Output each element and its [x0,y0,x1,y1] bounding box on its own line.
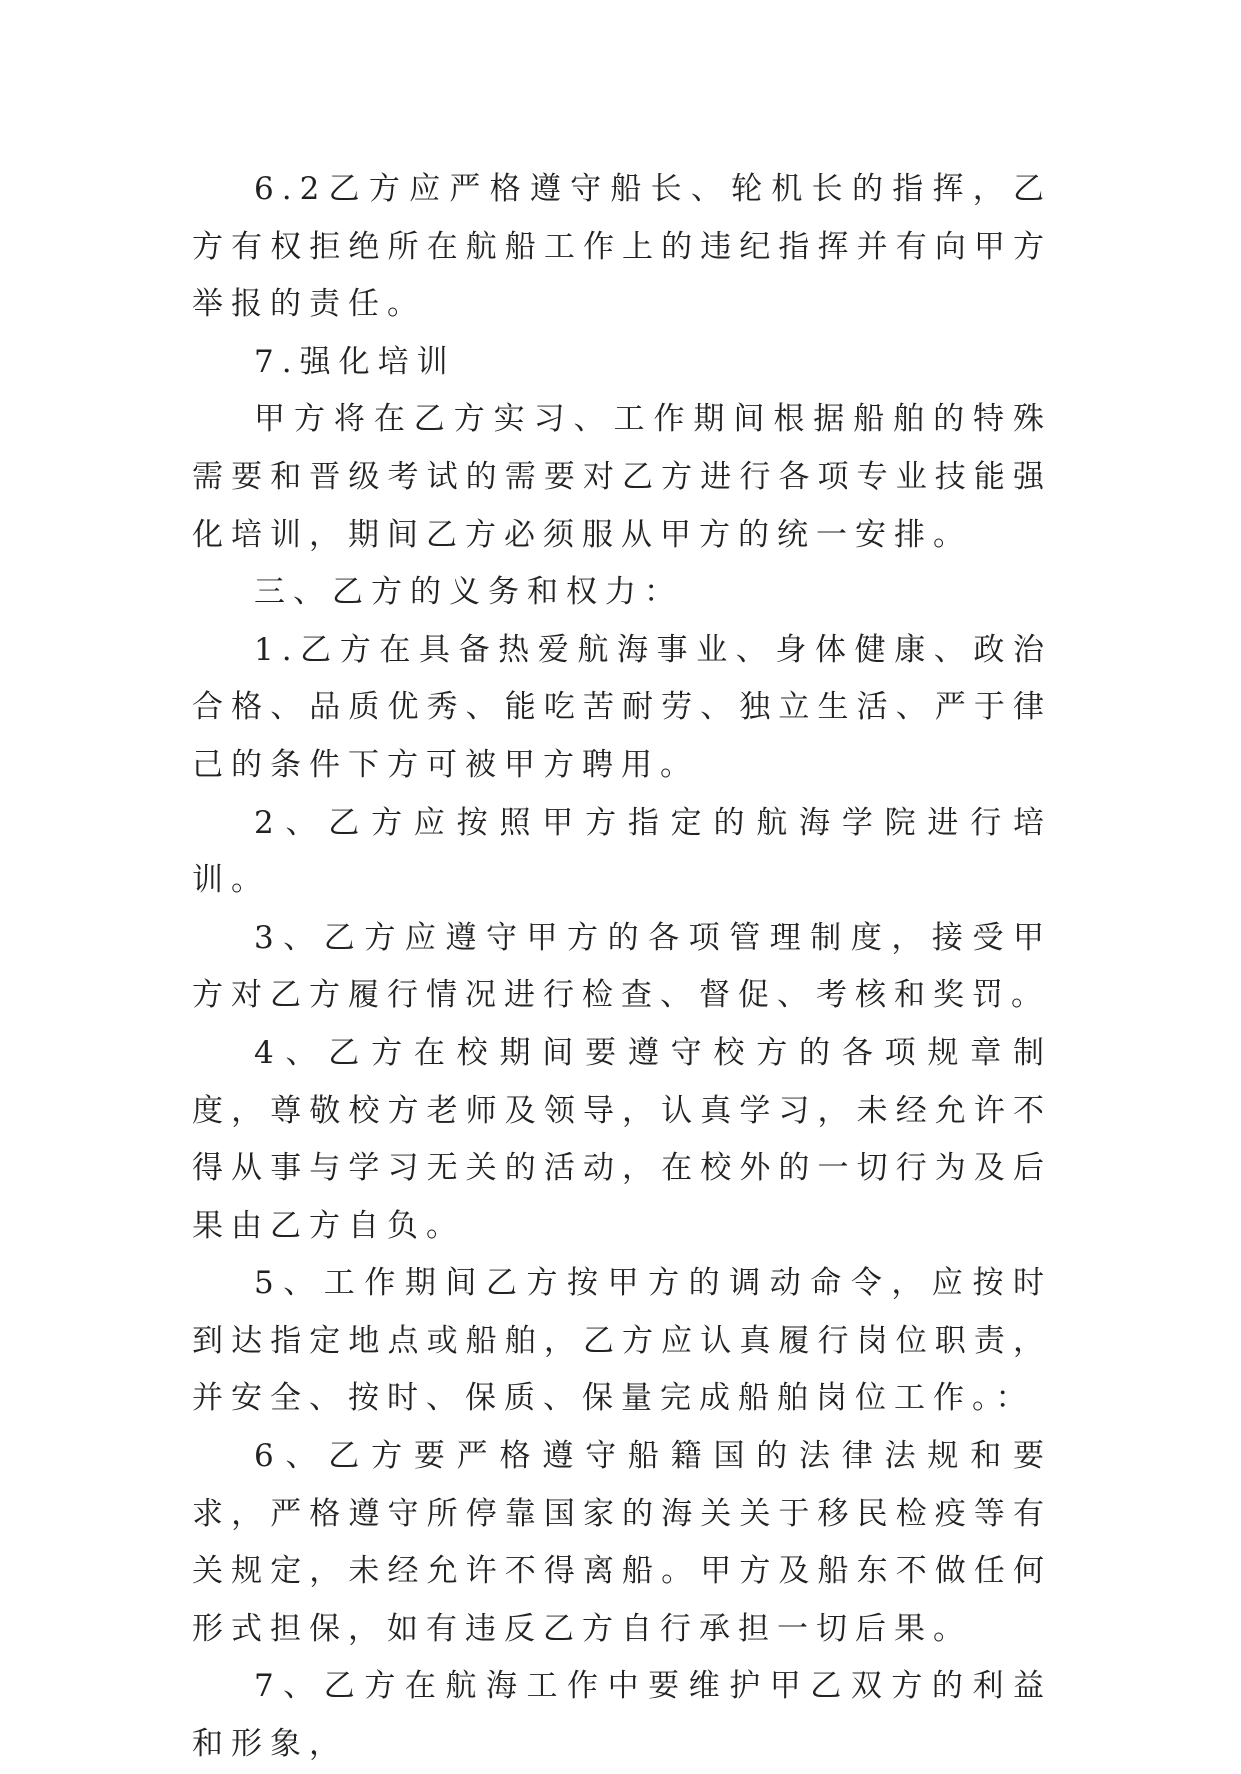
paragraph-6-2: 6.2乙方应严格遵守船长、轮机长的指挥，乙方有权拒绝所在航船工作上的违纪指挥并有向甲方举报的责任。 [192,171,1052,323]
paragraph-item-5: 5、工作期间乙方按甲方的调动命令，应按时到达指定地点或船舶，乙方应认真履行岗位职责，并安全、按时、保质、保量完成船舶岗位工作。： [192,1265,1052,1417]
paragraph-item-3: 3、乙方应遵守甲方的各项管理制度，接受甲方对乙方履行情况进行检查、督促、考核和奖罚。 [192,919,1052,1014]
paragraph-training: 甲方将在乙方实习、工作期间根据船舶的特殊需要和晋级考试的需要对乙方进行各项专业技能强化培训，期间乙方必须服从甲方的统一安排。 [192,401,1052,553]
section-heading-3: 三、乙方的义务和权力： [254,574,683,611]
document-body [192,161,1052,1774]
paragraph-item-7: 7、乙方在航海工作中要维护甲乙双方的利益和形象， [192,1668,1052,1763]
paragraph-item-1: 1.乙方在具备热爱航海事业、身体健康、政治合格、品质优秀、能吃苦耐劳、独立生活、严于律己的条件下方可被甲方聘用。 [192,631,1052,783]
paragraph-item-6: 6、乙方要严格遵守船籍国的法律法规和要求，严格遵守所停靠国家的海关关于移民检疫等有关规定，未经允许不得离船。甲方及船东不做任何形式担保，如有违反乙方自行承担一切后果。 [192,1438,1052,1647]
paragraph-item-4: 4、乙方在校期间要遵守校方的各项规章制度，尊敬校方老师及领导，认真学习，未经允许不得从事与学习无关的活动，在校外的一切行为及后果由乙方自负。 [192,1034,1052,1244]
paragraph-item-2: 2、乙方应按照甲方指定的航海学院进行培训。 [192,804,1052,899]
heading-7-training: 7.强化培训 [254,343,456,380]
